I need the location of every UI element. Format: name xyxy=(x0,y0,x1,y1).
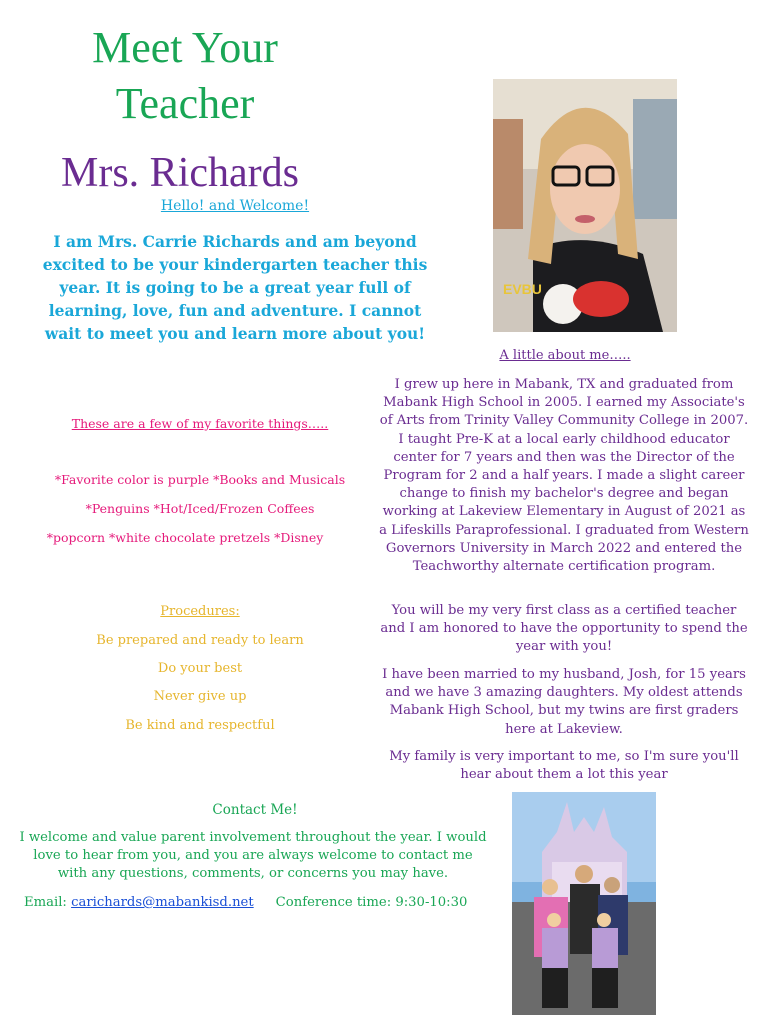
procedures-heading: Procedures: xyxy=(160,604,240,619)
teacher-name: Mrs. Richards xyxy=(61,150,299,196)
favorites-heading: These are a few of my favorite things….. xyxy=(71,416,329,431)
favorites-row-3: *popcorn *white chocolate pretzels *Disney xyxy=(46,530,324,545)
contact-paragraph: I welcome and value parent involvement throughout the year. I would love to hear from you, and you are always welcome to contact me with any questions, comments, or concerns you may have. xyxy=(19,830,487,882)
procedure-item: Be kind and respectful xyxy=(125,718,275,733)
conference-time: Conference time: 9:30-10:30 xyxy=(275,895,468,910)
title-line-1: Meet Your xyxy=(92,23,278,72)
svg-text:EVBU: EVBU xyxy=(503,281,542,297)
about-paragraph-2: You will be my very first class as a certified teacher and I am honored to have the opportunity to spend the year with you! xyxy=(380,603,748,655)
about-heading: A little about me….. xyxy=(499,348,631,363)
procedure-item: Do your best xyxy=(157,661,243,676)
title-line-2: Teacher xyxy=(115,79,255,128)
email-label: Email: xyxy=(24,895,72,910)
greeting: Hello! and Welcome! xyxy=(160,198,310,214)
procedure-item: Be prepared and ready to learn xyxy=(96,633,304,648)
about-paragraph-1: I grew up here in Mabank, TX and graduated from Mabank High School in 2005. I earned my Associate's of Arts from Trinity Valley Community College in 2007. I taught Pre-K at a local early childhood educator center for 7 years and then was the Director of the Program for 2 and a half years. I made a slight career change to finish my bachelor's degree and began working at Lakeview Elementary in August of 2021 as a Lifeskills Paraprofessional. I graduated from Western Governors University in March 2022 and entered the Teachworthy alternate certification program. xyxy=(379,377,749,575)
contact-heading: Contact Me! xyxy=(212,802,298,818)
about-paragraph-4: My family is very important to me, so I'm sure you'll hear about them a lot this year xyxy=(389,749,739,783)
favorites-row-2: *Penguins *Hot/Iced/Frozen Coffees xyxy=(85,501,315,516)
favorites-row-1: *Favorite color is purple *Books and Musicals xyxy=(54,472,346,487)
family-photo xyxy=(512,792,656,1015)
email-link[interactable]: carichards@mabankisd.net xyxy=(71,895,254,910)
page-title xyxy=(40,20,330,132)
email-row xyxy=(24,895,504,910)
intro-paragraph: I am Mrs. Carrie Richards and am beyond excited to be your kindergarten teacher this year. It is going to be a great year full of learning, love, fun and adventure. I cannot wait to meet you and learn more about you! xyxy=(42,232,428,343)
procedure-item: Never give up xyxy=(153,689,247,704)
about-paragraph-3: I have been married to my husband, Josh, for 15 years and we have 3 amazing daughters. My oldest attends Mabank High School, but my twins are first graders here at Lakeview. xyxy=(382,667,746,737)
teacher-photo xyxy=(493,79,677,332)
